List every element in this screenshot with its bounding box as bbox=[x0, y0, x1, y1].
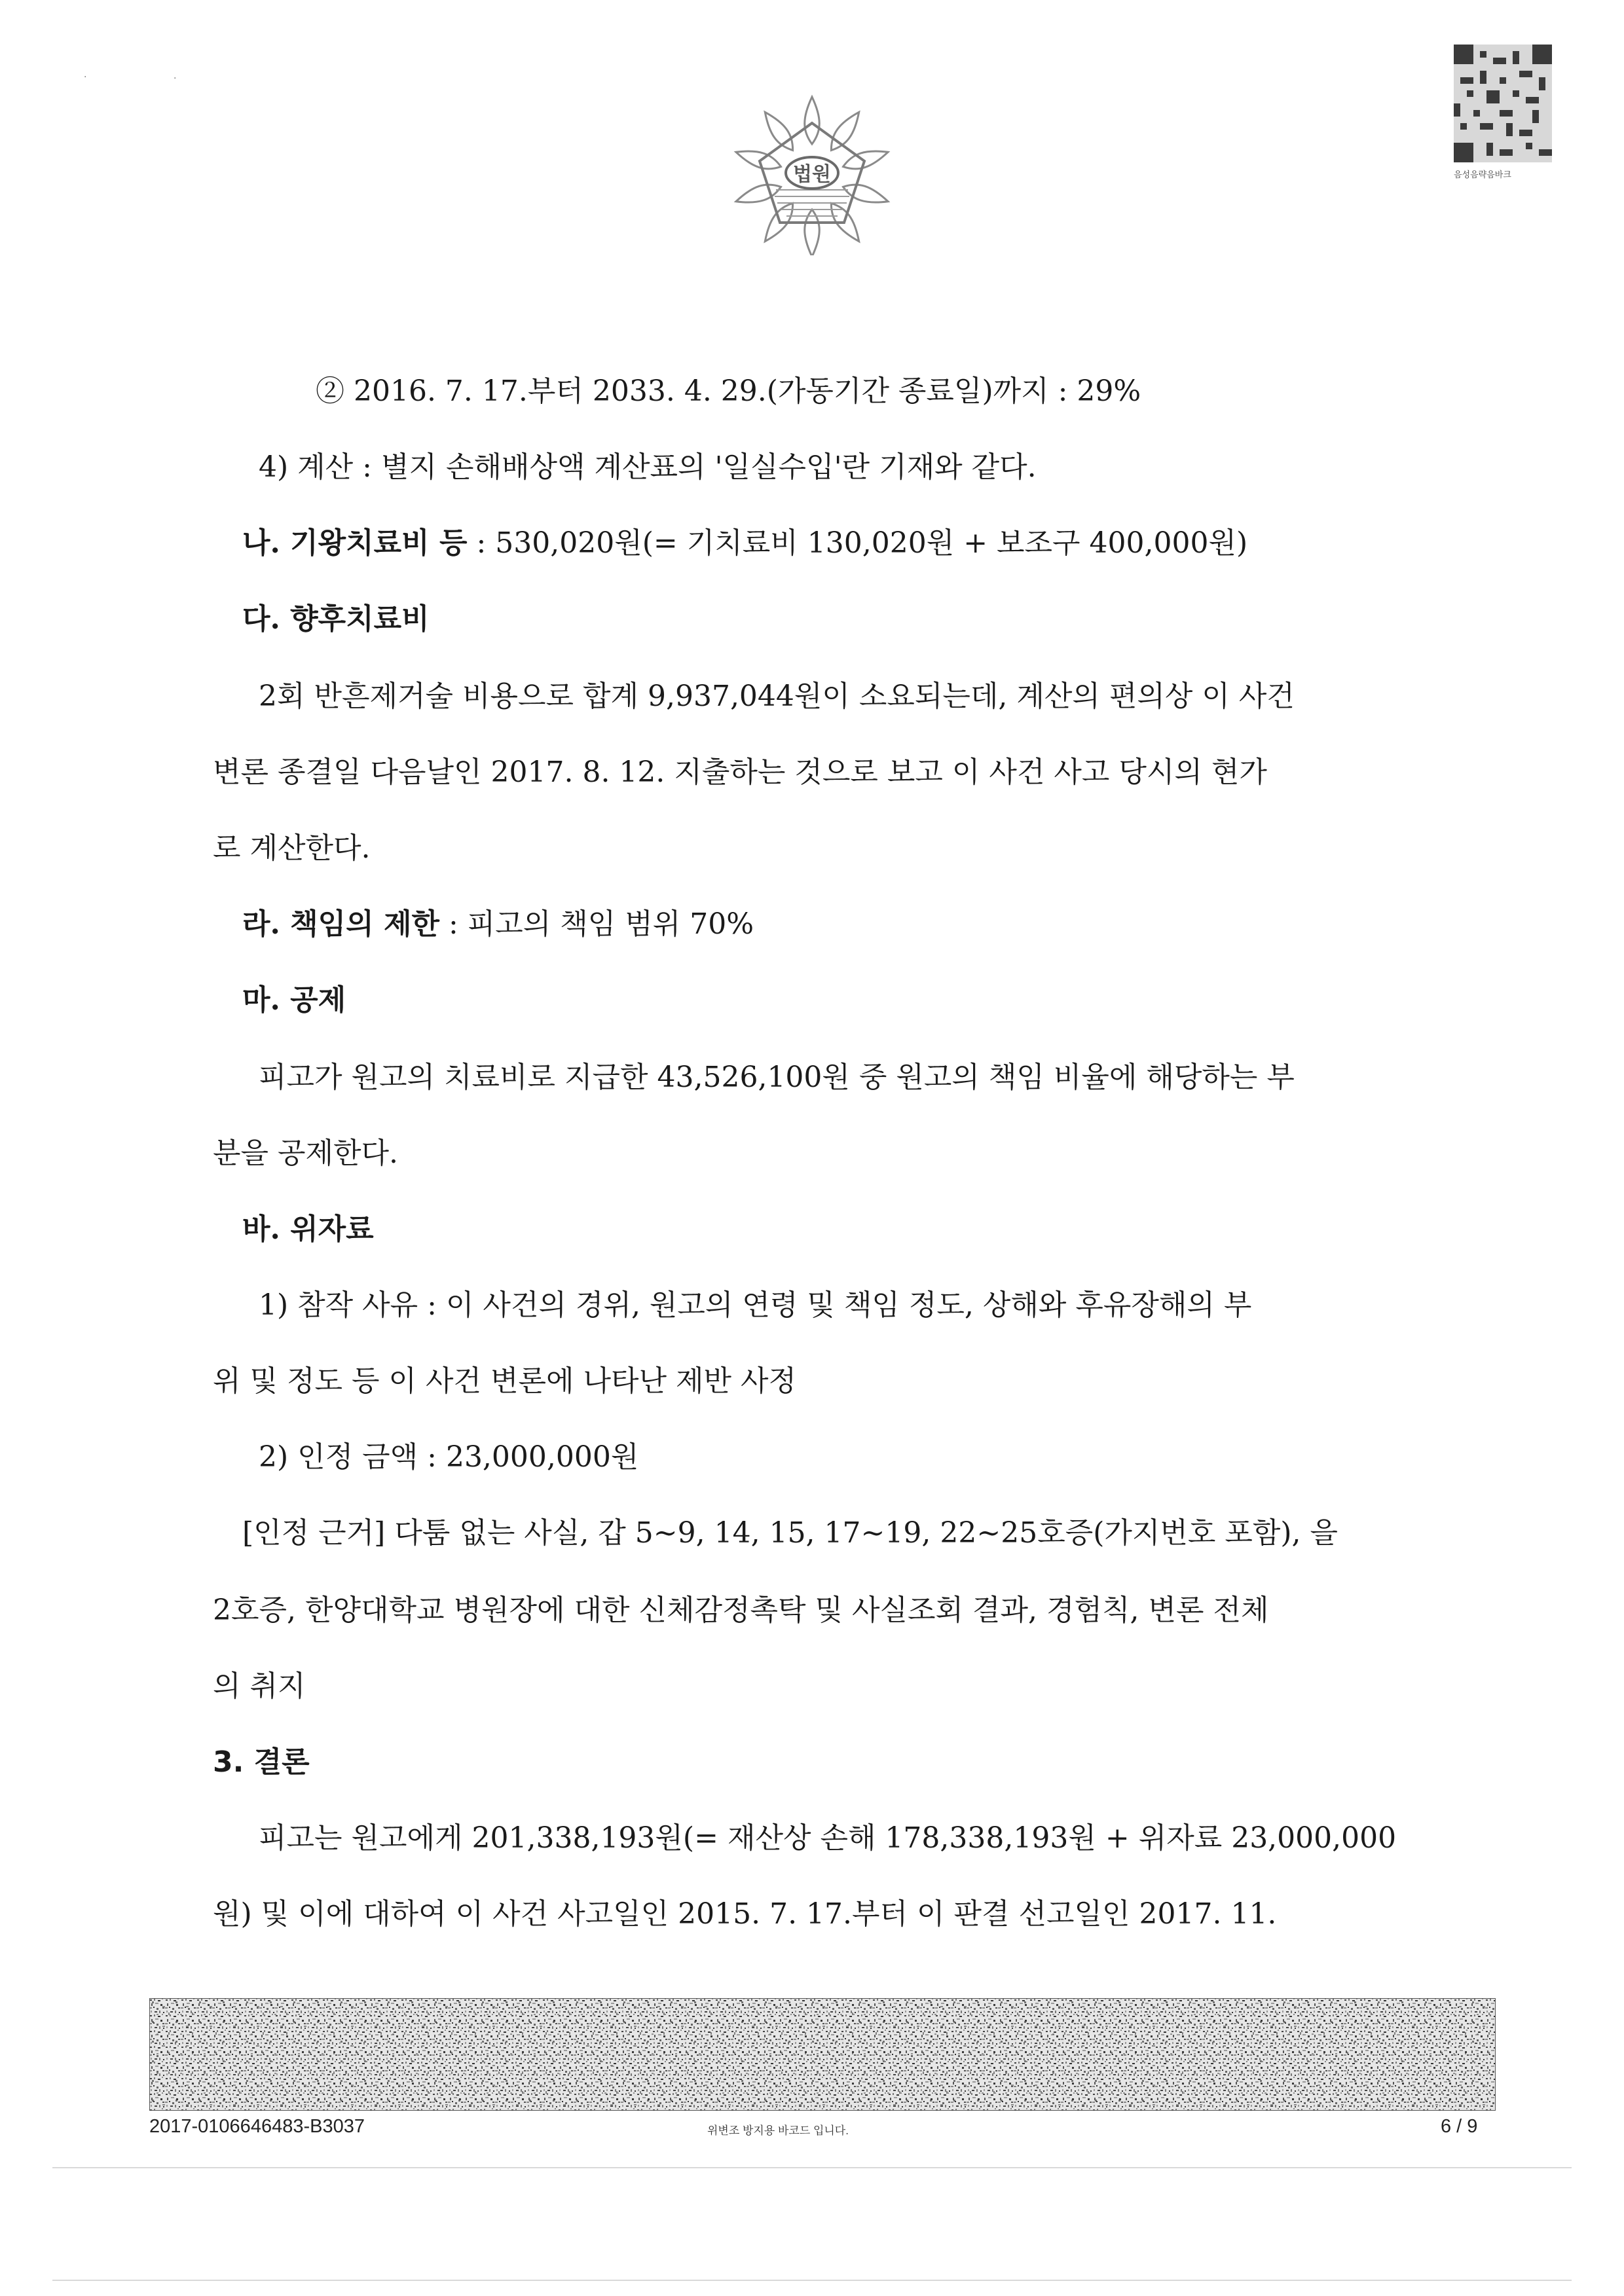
scan-speck: · bbox=[84, 72, 87, 82]
qr-code-icon bbox=[1454, 45, 1552, 162]
text-line: 2회 반흔제거술 비용으로 합계 9,937,044원이 소요되는데, 계산의 편의상 이 사건 bbox=[259, 680, 1295, 713]
text-line: 2) 인정 금액 : 23,000,000원 bbox=[259, 1440, 639, 1474]
page-number: 6 / 9 bbox=[1441, 2116, 1478, 2137]
barcode-note: 위변조 방지용 바코드 입니다. bbox=[707, 2124, 849, 2137]
text-line: 4) 계산 : 별지 손해배상액 계산표의 '일실수입'란 기재와 같다. bbox=[259, 450, 1037, 484]
seal-text: 법원 bbox=[793, 163, 831, 186]
section-inline-text: : 530,020원(= 기치료비 130,020원 + 보조구 400,000원) bbox=[467, 526, 1248, 560]
scan-edge-line bbox=[52, 2280, 1572, 2281]
scan-speck: · bbox=[174, 73, 177, 84]
text-line: 변론 종결일 다음날인 2017. 8. 12. 지출하는 것으로 보고 이 사건 사고 당시의 현가 bbox=[213, 756, 1267, 789]
qr-code-label: 음성음략음바크 bbox=[1454, 170, 1511, 180]
document-id: 2017-0106646483-B3037 bbox=[149, 2116, 365, 2137]
text-line: 2호증, 한양대학교 병원장에 대한 신체감정촉탁 및 사실조회 결과, 경험칙, 변론 전체 bbox=[213, 1594, 1269, 1627]
section-heading: 마. 공제 bbox=[242, 983, 346, 1017]
text-line: 피고는 원고에게 201,338,193원(= 재산상 손해 178,338,193원 + 위자료 23,000,000 bbox=[259, 1821, 1397, 1855]
section-heading: 3. 결론 bbox=[213, 1745, 310, 1779]
court-seal-icon bbox=[730, 92, 894, 255]
text-line: ② 2016. 7. 17.부터 2033. 4. 29.(가동기간 종료일)까지 : 29% bbox=[316, 374, 1141, 408]
text-line: 위 및 정도 등 이 사건 변론에 나타난 제반 사정 bbox=[213, 1364, 796, 1398]
section-inline-text: : 피고의 책임 범위 70% bbox=[439, 907, 754, 941]
section-heading: 라. 책임의 제한 bbox=[242, 907, 439, 941]
text-line: 분을 공제한다. bbox=[213, 1137, 398, 1170]
text-line: 1) 참작 사유 : 이 사건의 경위, 원고의 연령 및 책임 정도, 상해와 후유장해의 부 bbox=[259, 1288, 1252, 1322]
text-line: [인정 근거] 다툼 없는 사실, 갑 5~9, 14, 15, 17~19, 22~25호증(가지번호 포함), 을 bbox=[242, 1516, 1338, 1550]
text-line: 피고가 원고의 치료비로 지급한 43,526,100원 중 원고의 책임 비율에 해당하는 부 bbox=[259, 1061, 1295, 1094]
anti-forgery-barcode-icon bbox=[149, 1998, 1496, 2111]
text-line: 의 취지 bbox=[213, 1669, 306, 1703]
section-heading: 바. 위자료 bbox=[242, 1212, 374, 1246]
qr-code-block bbox=[1454, 45, 1559, 180]
section-heading: 다. 향후치료비 bbox=[242, 602, 430, 636]
text-line: 로 계산한다. bbox=[213, 831, 371, 865]
text-line: 원) 및 이에 대하여 이 사건 사고일인 2015. 7. 17.부터 이 판결 선고일인 2017. 11. bbox=[213, 1897, 1277, 1931]
text-line bbox=[242, 905, 754, 944]
section-heading: 나. 기왕치료비 등 bbox=[242, 526, 468, 560]
scan-edge-line bbox=[52, 2167, 1572, 2168]
text-line bbox=[242, 524, 1247, 563]
